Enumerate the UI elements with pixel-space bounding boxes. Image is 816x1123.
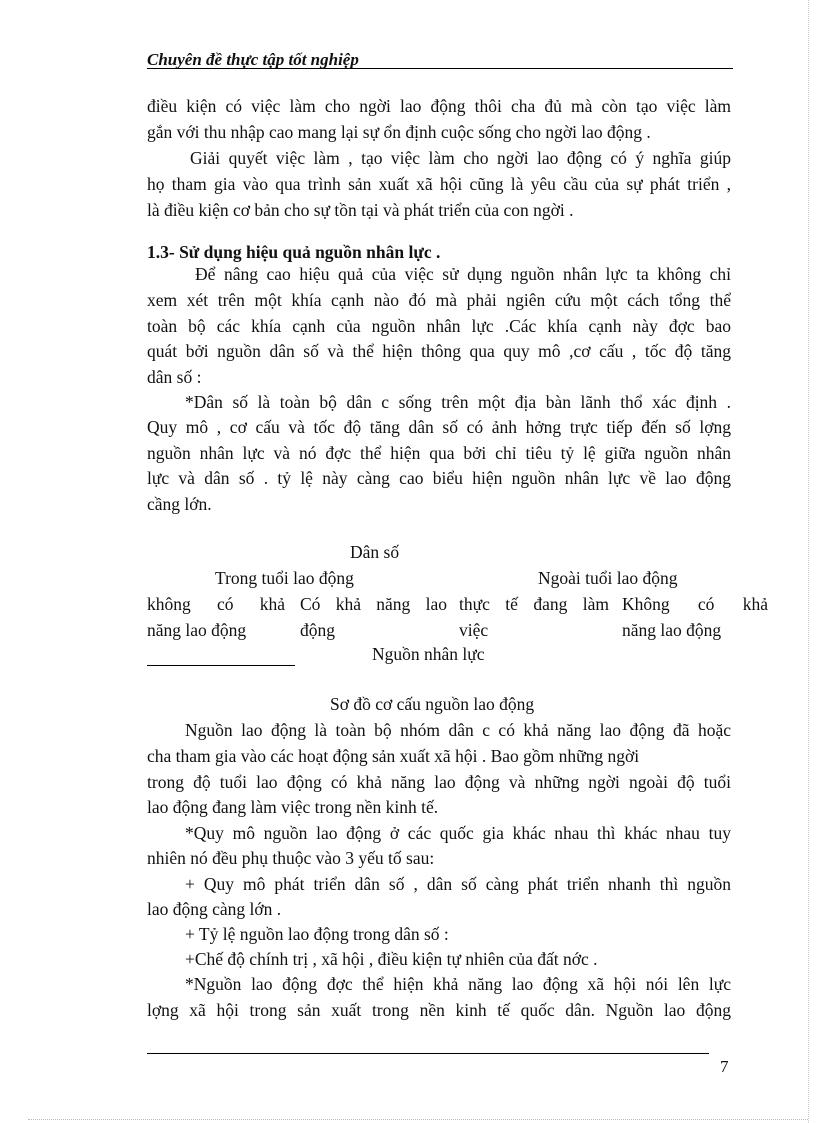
text-line: Giải quyết việc làm , tạo việc làm cho ngời lao động có ý nghĩa giúp bbox=[190, 148, 731, 168]
diagram-right-branch: Ngoài tuổi lao động bbox=[538, 568, 678, 588]
diagram-cell: Có khả năng lao bbox=[300, 594, 447, 614]
text-line: lao động càng lớn . bbox=[147, 899, 282, 919]
text-line: toàn bộ các khía cạnh của nguồn nhân lực .Các khía cạnh này đợc bao bbox=[147, 316, 731, 336]
page-header-title: Chuyên đề thực tập tốt nghiệp bbox=[147, 50, 359, 69]
diagram-cell: việc bbox=[459, 620, 489, 640]
diagram-cell: năng lao động bbox=[622, 620, 722, 640]
footer-rule bbox=[147, 1053, 709, 1054]
diagram-caption: Sơ đồ cơ cấu nguồn lao động bbox=[330, 694, 535, 714]
text-line: *Nguồn lao động đợc thể hiện khả năng lao động xã hội nói lên lực bbox=[185, 974, 731, 994]
text-line: quát bởi nguồn dân số và thể hiện thông qua quy mô ,cơ cấu , tốc độ tăng bbox=[147, 341, 731, 361]
text-line: Để nâng cao hiệu quả của việc sử dụng nguồn nhân lực ta không chỉ bbox=[195, 264, 731, 284]
text-line: Nguồn lao động là toàn bộ nhóm dân c có khả năng lao động đã hoặc bbox=[185, 720, 731, 740]
text-line: là điều kiện cơ bản cho sự tồn tại và phát triển của con ngời . bbox=[147, 200, 574, 220]
text-line: lợng xã hội trong sản xuất trong nền kinh tế quốc dân. Nguồn lao động bbox=[147, 1000, 731, 1020]
text-line: xem xét trên một khía cạnh nào đó mà phải ngiên cứu một cách tổng thể bbox=[147, 290, 731, 310]
text-line: nguồn nhân lực và nó đợc thể hiện qua bởi chỉ tiêu tỷ lệ giữa nguồn nhân bbox=[147, 443, 731, 463]
text-line: cha tham gia vào các hoạt động sản xuất xã hội . Bao gồm những ngời bbox=[147, 746, 640, 766]
diagram-cell: động bbox=[300, 620, 335, 640]
section-heading: 1.3- Sử dụng hiệu quả nguồn nhân lực . bbox=[147, 242, 441, 262]
page-edge-dots bbox=[28, 1119, 808, 1120]
page-number: 7 bbox=[720, 1057, 729, 1076]
text-line: trong độ tuổi lao động có khả năng lao động và những ngời ngoài độ tuổi bbox=[147, 772, 731, 792]
text-line: gắn với thu nhập cao mang lại sự ổn định cuộc sống cho ngời lao động . bbox=[147, 122, 651, 142]
text-line: lực và dân số . tỷ lệ này càng cao biểu hiện nguồn nhân lực về lao động bbox=[147, 468, 731, 488]
text-line: cầng lớn. bbox=[147, 494, 212, 514]
text-line: lao động đang làm việc trong nền kinh tế. bbox=[147, 797, 439, 817]
text-line: dân số : bbox=[147, 367, 202, 387]
diagram-root: Dân số bbox=[350, 542, 400, 562]
diagram-left-branch: Trong tuổi lao động bbox=[215, 568, 354, 588]
page-edge-dots-right bbox=[808, 0, 809, 1123]
diagram-bottom: Nguồn nhân lực bbox=[372, 644, 485, 664]
diagram-cell: Không có khả bbox=[622, 594, 768, 614]
diagram-cell: không có khả bbox=[147, 594, 285, 614]
footnote-rule bbox=[147, 665, 295, 666]
header-rule bbox=[147, 68, 733, 69]
text-line: + Quy mô phát triển dân số , dân số càng phát triển nhanh thì nguồn bbox=[185, 874, 731, 894]
text-line: họ tham gia vào qua trình sản xuất xã hội cũng là yêu cầu của sự phát triển , bbox=[147, 174, 731, 194]
text-line: +Chế độ chính trị , xã hội , điều kiện tự nhiên của đất nớc . bbox=[185, 949, 598, 969]
text-line: *Quy mô nguồn lao động ở các quốc gia khác nhau thì khác nhau tuy bbox=[185, 823, 731, 843]
diagram-cell: năng lao động bbox=[147, 620, 247, 640]
text-line: + Tỷ lệ nguồn lao động trong dân số : bbox=[185, 924, 449, 944]
text-line: điều kiện có việc làm cho ngời lao động thôi cha đủ mà còn tạo việc làm bbox=[147, 96, 731, 116]
diagram-cell: thực tế đang làm bbox=[459, 594, 609, 614]
text-line: nhiên nó đều phụ thuộc vào 3 yếu tố sau: bbox=[147, 848, 435, 868]
text-line: Quy mô , cơ cấu và tốc độ tăng dân số có ảnh hởng trực tiếp đến số lợng bbox=[147, 417, 731, 437]
text-line: *Dân số là toàn bộ dân c sống trên một địa bàn lãnh thổ xác định . bbox=[185, 392, 731, 412]
